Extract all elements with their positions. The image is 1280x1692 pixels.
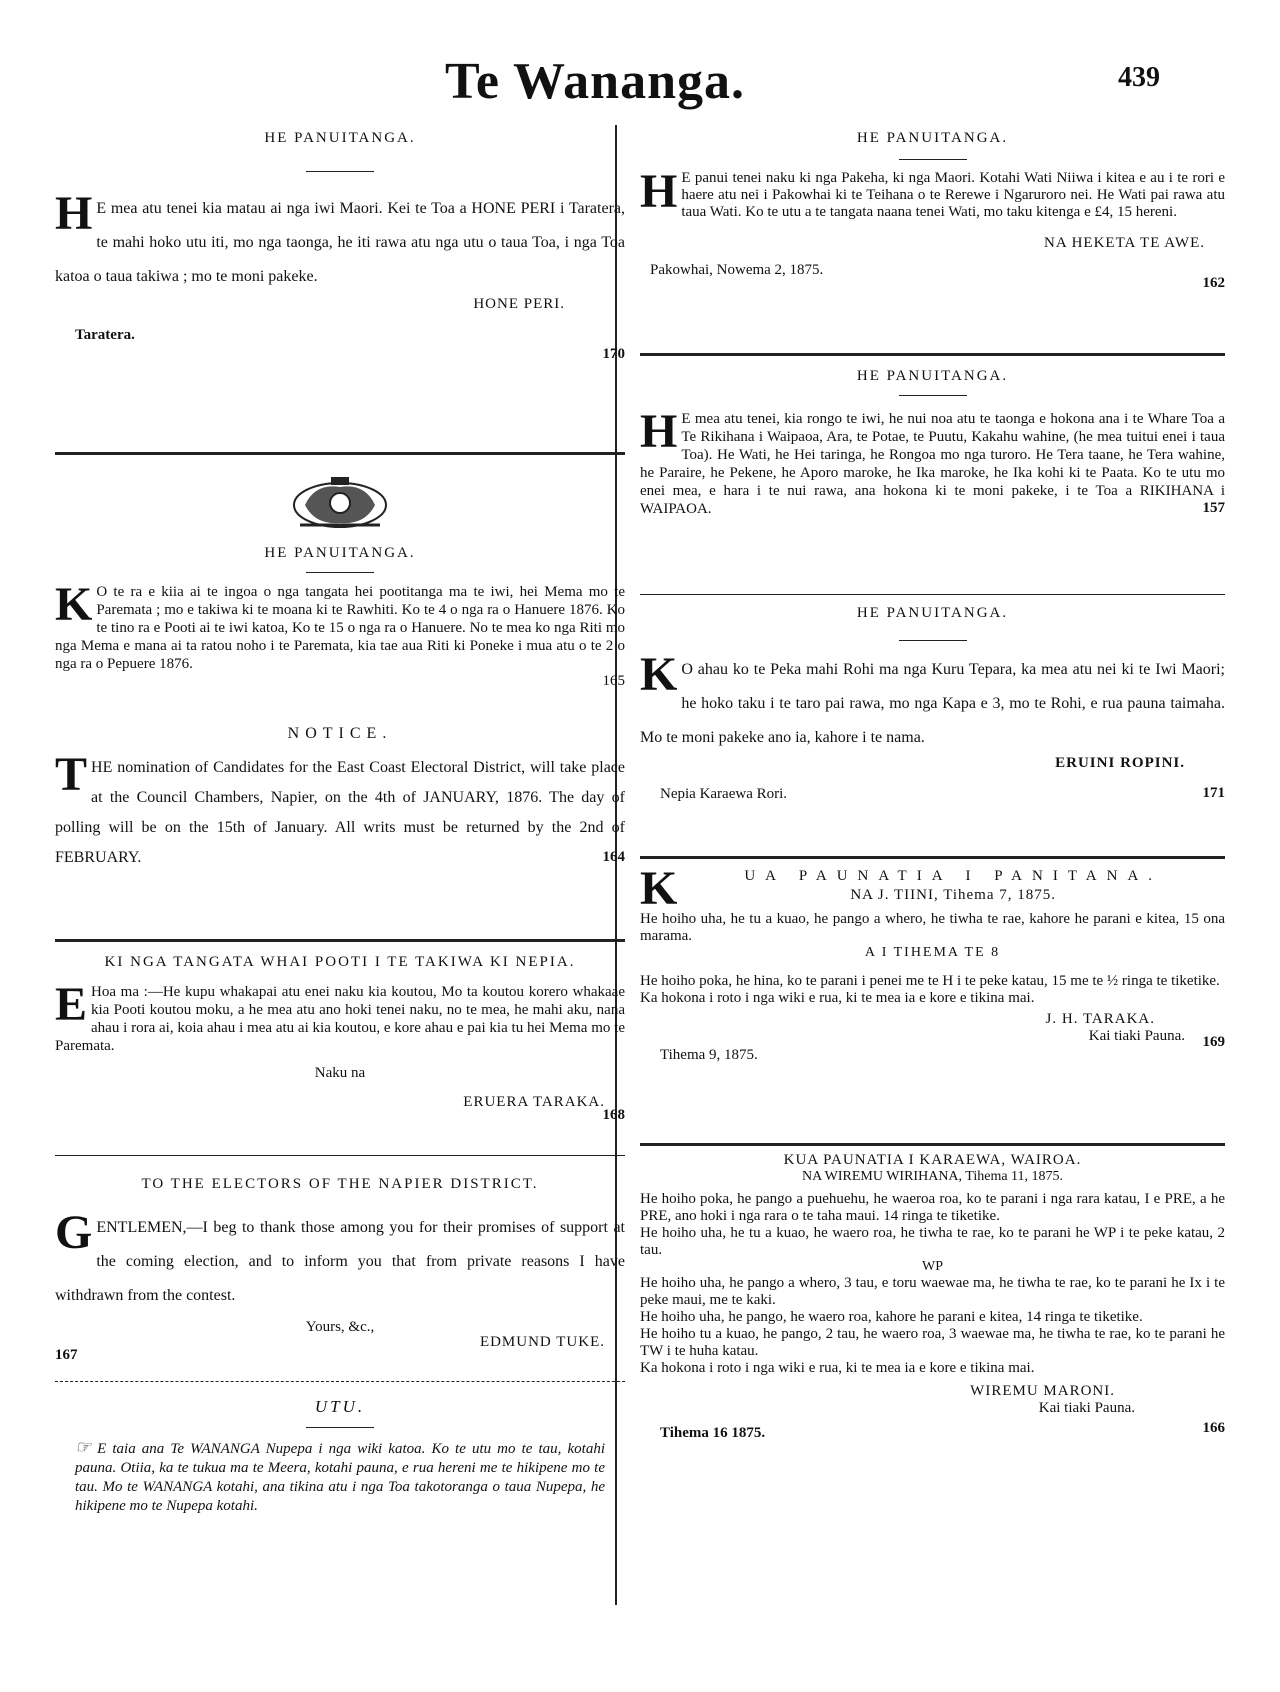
advert-signature: HONE PERI.: [473, 296, 565, 312]
advert-header-block: [640, 862, 1225, 915]
advert-signature: J. H. TARAKA.: [1045, 1011, 1155, 1027]
advert-number: 164: [602, 849, 625, 865]
short-rule: [306, 572, 374, 573]
advert-number: 169: [1202, 1034, 1225, 1050]
advert-subheading: WP: [922, 1259, 943, 1274]
advert-paragraph: He hoiho poka, he pango a puehuehu, he waeroa roa, ko te parani i nga rara katau, I e PRE, a he PRE, ano hoki i nga rara o te taha maui. 14 ringa te tiketike.: [640, 1191, 1225, 1224]
advert-body: [640, 648, 1225, 755]
advert-eruera-taraka: [55, 954, 625, 1149]
dropcap: H: [640, 165, 678, 218]
masthead-title: Te Wananga.: [445, 53, 746, 110]
dropcap: T: [55, 748, 88, 801]
advert-body: [55, 1206, 625, 1313]
advert-heading: HE PANUITANGA.: [856, 605, 1009, 621]
advert-paragraph: Ka hokona i roto i nga wiki e rua, ki te mea ia e kore e tikina mai.: [640, 1360, 1035, 1376]
advert-text: O ahau ko te Peka mahi Rohi ma nga Kuru Tepara, ka mea atu nei ki te Iwi Maori; he hoko taku i te taro pai rawa, mo nga Kapa e 3, mo te Rohi, e rua pauna taimaha. Mo te moni pakeke ano ia, kahore i te nama.: [640, 661, 1225, 746]
page-header: [0, 0, 1280, 110]
advert-role: Kai tiaki Pauna.: [1088, 1028, 1185, 1044]
advert-heading: NOTICE.: [287, 725, 393, 742]
advert-signature: EDMUND TUKE.: [479, 1334, 605, 1350]
advert-paragraph: He hoiho poka, he hina, ko te parani i penei me te H i te peke katau, 15 me te ½ ringa te tiketike.: [640, 973, 1220, 989]
advert-paragraph: He hoiho uha, he pango, he waero roa, kahore he parani e kitea, 14 ringa te tiketike.: [640, 1309, 1143, 1325]
right-column: [640, 118, 1225, 1441]
advert-heading: TO THE ELECTORS OF THE NAPIER DISTRICT.: [141, 1176, 539, 1192]
short-rule: [899, 640, 967, 641]
section-rule: [640, 353, 1225, 356]
advert-text: Hoa ma :—He kupu whakapai atu enei naku kia koutou, Mo ta koutou korero whakaae kia Pooti koutou moku, a he mea atu ano hoki tenei naku, no te mea, he mahi aku, nana ahau i rora ai, koia ahau i mea atu ai kia koutou, e kore ahau e pai kia tu hei Mema mo te Paremata.: [55, 984, 625, 1054]
dropcap: K: [55, 578, 93, 631]
advert-heading: UA PAUNATIA I PANITANA.: [744, 868, 1163, 884]
dropcap: K: [640, 862, 678, 915]
advert-subheading: A I TIHEMA TE 8: [864, 945, 1001, 960]
advert-text: E panui tenei naku ki nga Pakeha, ki nga Maori. Kotahi Wati Niiwa i kitea e au i te rori e haere atu nei i Pakowhai ki te Teihana o te Rerewe i Ngaruroro nei. He Wati pai rawa atu taua Wati. Ko te utu a te tangata naana tenei Wati, mo taku kitenga e £4, 15 hereni.: [681, 170, 1225, 220]
section-rule: [55, 452, 625, 455]
advert-heading: HE PANUITANGA.: [264, 130, 416, 146]
advert-pooti: [55, 475, 625, 725]
advert-place: Tihema 16 1875.: [660, 1425, 766, 1441]
dropcap: H: [640, 405, 678, 458]
section-rule: [640, 856, 1225, 859]
advert-number: 167: [55, 1347, 78, 1363]
advert-number: 165: [602, 673, 625, 689]
subscription-text: E taia ana Te WANANGA Nupepa i nga wiki katoa. Ko te utu mo te tau, kotahi pauna. Otiia, ka te tukua ma te Meera, kotahi pauna, e rua hereni me te hikipene mo te tau. Mo te WANANGA kotahi, ana tikina atu i nga Toa takotoranga o taua Nupepa, he hikipene mo te Nupepa kotahi.: [75, 1441, 605, 1514]
advert-body: [55, 578, 625, 673]
short-rule: [306, 1427, 374, 1428]
advert-heading: HE PANUITANGA.: [856, 130, 1009, 146]
subscription-heading: UTU.: [314, 1397, 366, 1416]
advert-number: 171: [1202, 785, 1225, 801]
advert-panitana-pound: [640, 862, 1225, 1117]
dropcap: E: [55, 978, 88, 1031]
section-rule: [640, 1143, 1225, 1146]
short-rule: [899, 395, 967, 396]
advert-number: 162: [1202, 275, 1225, 291]
advert-text: E mea atu tenei, kia rongo te iwi, he nui noa atu te taonga e hokona ana i te Whare Toa a Te Rikihana i Waipaoa, Ara, te Potae, te Puutu, Kakahu wahine, (he mea tuitui enei i taua Toa). He Wati, he Hei taringa, he Rongoa mo nga turoro. He Tera taane, he Tera wahine, he Paraire, he Pekene, he Aporo maroke, he Ika maroke, he Ika kohi ki te Paata. Ko te utu mo enei mea, e hara i te nui rawa, ana hokona ki te moni pakeke, i te Toa a RIKIHANA i WAIPAOA.: [640, 411, 1225, 517]
advert-paragraph: He hoiho uha, he tu a kuao, he waero roa, he tiwha te rae, ko te parani he WP i te peke katau, 2 tau.: [640, 1225, 1225, 1258]
advert-body: [640, 165, 1225, 221]
advert-role: Kai tiaki Pauna.: [1038, 1400, 1135, 1416]
advert-place: Pakowhai, Nowema 2, 1875.: [650, 262, 824, 278]
advert-signature: ERUINI ROPINI.: [1055, 755, 1185, 771]
advert-text: E mea atu tenei kia matau ai nga iwi Maori. Kei te Toa a HONE PERI i Taratera, te mahi hoko utu iti, mo nga taonga, he iti rawa atu nga utu o taua Toa, i nga Toa katoa o taua takiwa ; mo te moni pakeke.: [55, 200, 625, 285]
advert-heading: KUA PAUNATIA I KARAEWA, WAIROA.: [783, 1152, 1082, 1168]
advert-body: [55, 978, 625, 1055]
advert-text: ENTLEMEN,—I beg to thank those among you for their promises of support at the coming election, and to inform you that from private reasons I have withdrawn from the contest.: [55, 1219, 625, 1304]
advert-karaewa-pound: [640, 1152, 1225, 1441]
dropcap: G: [55, 1206, 93, 1259]
advert-closing: Naku na: [314, 1065, 366, 1081]
advert-heading: HE PANUITANGA.: [264, 545, 416, 561]
advert-paragraph: He hoiho uha, he tu a kuao, he pango a whero, he tiwha te rae, kahore he parani e kitea, 15 ona marama.: [640, 911, 1225, 944]
advert-closing: Yours, &c.,: [305, 1319, 375, 1335]
advert-signature: WIREMU MARONI.: [970, 1383, 1115, 1399]
advert-place: Taratera.: [75, 327, 135, 343]
advert-heading: KI NGA TANGATA WHAI POOTI I TE TAKIWA KI NEPIA.: [104, 954, 576, 970]
advert-paragraph: He hoiho uha, he pango a whero, 3 tau, e toru waewae ma, he tiwha te rae, ko te parani he Ix i te peke maui, me te kaki.: [640, 1275, 1225, 1308]
subscription-notice: [55, 1397, 625, 1516]
short-rule: [899, 159, 967, 160]
short-rule: [306, 171, 374, 172]
advert-heading: HE PANUITANGA.: [856, 368, 1009, 384]
advert-number: 170: [602, 346, 625, 362]
section-rule: [55, 1155, 625, 1156]
advert-paragraph: He hoiho tu a kuao, he pango, 2 tau, he waero roa, 3 waewae ma, he tiwha te rae, ko te parani he TW i te huha katau.: [640, 1326, 1225, 1359]
section-rule: [55, 939, 625, 942]
advert-number: 168: [602, 1107, 625, 1123]
advert-byline: NA WIREMU WIRIHANA, Tihema 11, 1875.: [801, 1169, 1064, 1184]
section-rule: [55, 1381, 625, 1383]
coat-of-arms-icon: [285, 475, 395, 531]
advert-text: HE nomination of Candidates for the East Coast Electoral District, will take place at the Council Chambers, Napier, on the 4th of JANUARY, 1876. The day of polling will be on the 15th of January. All writs must be returned by the 2nd of FEBRUARY.: [55, 759, 625, 866]
advert-signature: NA HEKETA TE AWE.: [1044, 235, 1205, 251]
advert-rikihana: [640, 368, 1225, 588]
dropcap: H: [55, 187, 93, 240]
advert-notice: [55, 725, 625, 935]
advert-number: 166: [1202, 1420, 1225, 1436]
pointing-hand-icon: ☞: [75, 1437, 92, 1457]
advert-eruini-ropini: [640, 605, 1225, 850]
section-rule: [640, 594, 1225, 595]
advert-byline: NA J. TIINI, Tihema 7, 1875.: [850, 887, 1056, 903]
page-number: 439: [1118, 62, 1160, 93]
advert-place: Tihema 9, 1875.: [660, 1047, 758, 1063]
advert-edmund-tuke: [55, 1176, 625, 1381]
advert-hone-peri: [55, 130, 625, 442]
advert-heketa-te-awe: [640, 130, 1225, 345]
advert-paragraph: Ka hokona i roto i nga wiki e rua, ki te mea ia e kore e tikina mai.: [640, 990, 1035, 1006]
left-column: [55, 118, 625, 1516]
advert-body: [55, 187, 625, 294]
advert-number: 157: [1202, 500, 1225, 516]
advert-signature: ERUERA TARAKA.: [463, 1094, 605, 1110]
advert-place: Nepia Karaewa Rori.: [660, 786, 788, 802]
advert-text: O te ra e kiia ai te ingoa o nga tangata hei pootitanga ma te iwi, hei Mema mo te Paremata ; mo e takiwa ki te moana ki te Rawhiti. Ko te 4 o nga ra o Hanuere 1876. Ko te tino ra e Pooti ai te iwi katoa, Ko te 15 o nga ra o Hanuere. No te mea ko nga Riti mo nga Mema e mana ai ta ratou noho i te Paremata, kia tae aua Riti ki Poneke i mua atu o te 2 o nga ra o Pepuere 1876.: [55, 584, 625, 672]
dropcap: K: [640, 648, 678, 701]
subscription-body: [55, 1438, 625, 1516]
